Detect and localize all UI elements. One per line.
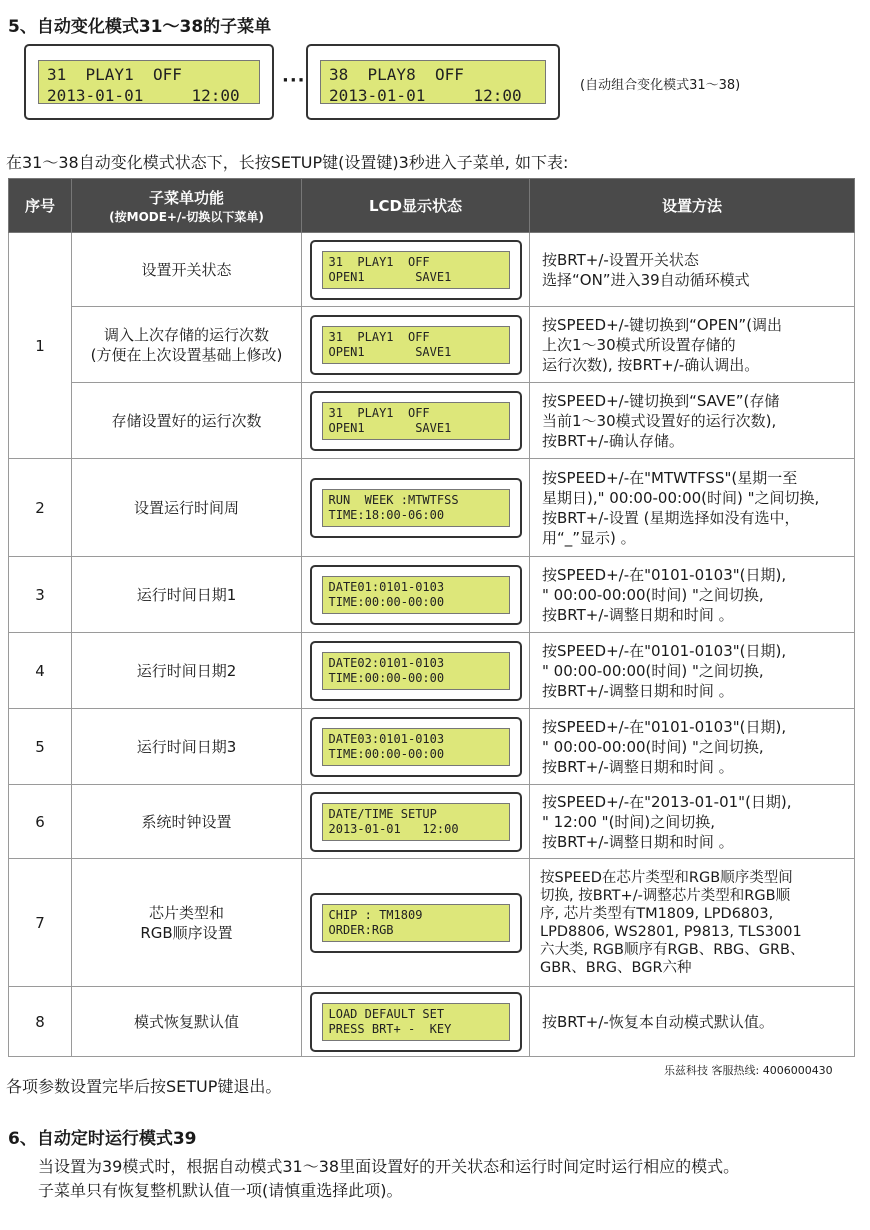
- lcd-screen: DATE03:0101-0103 TIME:00:00-00:00: [322, 728, 510, 766]
- table-row: [9, 859, 855, 987]
- function-label: 运行时间日期1: [136, 585, 237, 604]
- row-method: [530, 233, 855, 307]
- row-method: [530, 557, 855, 633]
- row-number: 6: [9, 785, 72, 859]
- row-lcd: [302, 233, 530, 307]
- table-row: [9, 633, 855, 709]
- row-function: [72, 383, 302, 459]
- row-lcd: [302, 709, 530, 785]
- row-function: [72, 557, 302, 633]
- lcd-display: [310, 478, 522, 538]
- row-number: 8: [9, 987, 72, 1057]
- row-method: [530, 785, 855, 859]
- row-number: 1: [9, 233, 72, 459]
- method-text: 按SPEED+/-键切换到“OPEN”(调出 上次1～30模式所设置存储的 运行次数), 按BRT+/-确认调出。: [542, 315, 783, 374]
- row-lcd: [302, 307, 530, 383]
- row-function: [72, 709, 302, 785]
- method-text: 按BRT+/-恢复本自动模式默认值。: [542, 1012, 774, 1031]
- row-lcd: [302, 383, 530, 459]
- row-number: 4: [9, 633, 72, 709]
- lcd-screen: DATE02:0101-0103 TIME:00:00-00:00: [322, 652, 510, 690]
- function-label: 存储设置好的运行次数: [111, 411, 262, 430]
- lcd-display: [310, 391, 522, 451]
- method-text: 按SPEED+/-在"0101-0103"(日期), " 00:00-00:00(时间) "之间切换, 按BRT+/-调整日期和时间 。: [542, 565, 787, 624]
- lcd-screen: RUN WEEK :MTWTFSS TIME:18:00-06:00: [322, 489, 510, 527]
- function-label: 设置开关状态: [141, 260, 232, 279]
- row-lcd: [302, 785, 530, 859]
- lcd-display: [310, 992, 522, 1052]
- function-label: 模式恢复默认值: [133, 1012, 239, 1031]
- table-row: [9, 709, 855, 785]
- row-lcd: [302, 557, 530, 633]
- row-number: 2: [9, 459, 72, 557]
- lcd-screen: CHIP : TM1809 ORDER:RGB: [322, 904, 510, 942]
- ellipsis: ···: [282, 70, 306, 91]
- method-text: 按BRT+/-设置开关状态 选择“ON”进入39自动循环模式: [542, 250, 750, 289]
- lcd-screen: 31 PLAY1 OFF OPEN1 SAVE1: [322, 326, 510, 364]
- method-text: 按SPEED+/-键切换到“SAVE”(存储 当前1～30模式设置好的运行次数), 按BRT+/-确认存储。: [542, 391, 780, 450]
- method-text: 按SPEED+/-在"0101-0103"(日期), " 00:00-00:00(时间) "之间切换, 按BRT+/-调整日期和时间 。: [542, 717, 787, 776]
- lcd-screen: 31 PLAY1 OFF 2013-01-01 12:00: [38, 60, 260, 104]
- row-method: [530, 987, 855, 1057]
- table-row: [9, 233, 855, 307]
- lcd-display: [310, 893, 522, 953]
- method-text: 按SPEED+/-在"MTWTFSS"(星期一至 星期日)," 00:00-00:00(时间) "之间切换, 按BRT+/-设置 (星期选择如没有选中， 用“_”显示) 。: [542, 468, 820, 547]
- row-function: [72, 459, 302, 557]
- row-method: [530, 459, 855, 557]
- row-function: [72, 987, 302, 1057]
- section6-line2: 子菜单只有恢复整机默认值一项(请慎重选择此项)。: [38, 1181, 403, 1200]
- row-number: 3: [9, 557, 72, 633]
- header-num: 序号: [9, 179, 72, 233]
- service-hotline: 乐兹科技 客服热线: 4006000430: [664, 1064, 833, 1077]
- method-text: 按SPEED+/-在"0101-0103"(日期), " 00:00-00:00(时间) "之间切换, 按BRT+/-调整日期和时间 。: [542, 641, 787, 700]
- function-label: 设置运行时间周: [133, 498, 239, 517]
- lcd-screen: 31 PLAY1 OFF OPEN1 SAVE1: [322, 251, 510, 289]
- row-function: [72, 233, 302, 307]
- row-number: 5: [9, 709, 72, 785]
- lcd-screen: DATE01:0101-0103 TIME:00:00-00:00: [322, 576, 510, 614]
- table-row: [9, 785, 855, 859]
- row-lcd: [302, 987, 530, 1057]
- row-method: [530, 633, 855, 709]
- section5-title: 5、自动变化模式31～38的子菜单: [8, 17, 272, 37]
- row-method: [530, 709, 855, 785]
- lcd-display: [310, 315, 522, 375]
- row-number: 7: [9, 859, 72, 987]
- row-lcd: [302, 859, 530, 987]
- exit-instruction: 各项参数设置完毕后按SETUP键退出。: [6, 1077, 282, 1096]
- lcd-example-first: [24, 44, 274, 120]
- row-method: [530, 859, 855, 987]
- function-label: 芯片类型和 RGB顺序设置: [140, 903, 233, 942]
- row-lcd: [302, 459, 530, 557]
- lcd-screen: LOAD DEFAULT SET PRESS BRT+ - KEY: [322, 1003, 510, 1041]
- lcd-screen: 38 PLAY8 OFF 2013-01-01 12:00: [320, 60, 546, 104]
- function-label: 运行时间日期3: [136, 737, 237, 756]
- function-label: 运行时间日期2: [136, 661, 237, 680]
- method-text: 按SPEED在芯片类型和RGB顺序类型间 切换, 按BRT+/-调整芯片类型和RGB顺 序, 芯片类型有TM1809, LPD6803, LPD8806, WS2801, P9813, TLS3001 六大类, RGB顺序有RGB、RBG、GRB、 GBR、BRG、BGR六种: [540, 869, 805, 976]
- row-lcd: [302, 633, 530, 709]
- lcd-display: [310, 240, 522, 300]
- method-text: 按SPEED+/-在"2013-01-01"(日期), " 12:00 "(时间)之间切换, 按BRT+/-调整日期和时间 。: [542, 792, 792, 851]
- function-label: 调入上次存储的运行次数 (方便在上次设置基础上修改): [90, 325, 283, 364]
- row-function: [72, 785, 302, 859]
- table-header-row: [9, 179, 855, 233]
- submenu-table: [8, 178, 855, 1057]
- table-row: [9, 987, 855, 1057]
- header-method: 设置方法: [530, 179, 855, 233]
- mode-note: (自动组合变化模式31～38): [580, 78, 741, 93]
- header-func: 子菜单功能 (按MODE+/-切换以下菜单): [72, 179, 302, 233]
- table-row: [9, 459, 855, 557]
- row-method: [530, 383, 855, 459]
- lcd-display: [310, 717, 522, 777]
- row-function: [72, 307, 302, 383]
- section6-line1: 当设置为39模式时，根据自动模式31～38里面设置好的开关状态和运行时间定时运行相应的模式。: [38, 1157, 740, 1176]
- row-function: [72, 859, 302, 987]
- row-function: [72, 633, 302, 709]
- header-lcd: LCD显示状态: [302, 179, 530, 233]
- lcd-example-last: [306, 44, 560, 120]
- table-row: [9, 557, 855, 633]
- function-label: 系统时钟设置: [141, 812, 232, 831]
- row-method: [530, 307, 855, 383]
- intro-text: 在31～38自动变化模式状态下，长按SETUP键(设置键)3秒进入子菜单, 如下表:: [6, 153, 569, 172]
- section6-title: 6、自动定时运行模式39: [8, 1129, 197, 1149]
- lcd-display: [310, 792, 522, 852]
- lcd-screen: DATE/TIME SETUP 2013-01-01 12:00: [322, 803, 510, 841]
- lcd-screen: 31 PLAY1 OFF OPEN1 SAVE1: [322, 402, 510, 440]
- lcd-display: [310, 565, 522, 625]
- table-row: [9, 307, 855, 383]
- table-row: [9, 383, 855, 459]
- lcd-display: [310, 641, 522, 701]
